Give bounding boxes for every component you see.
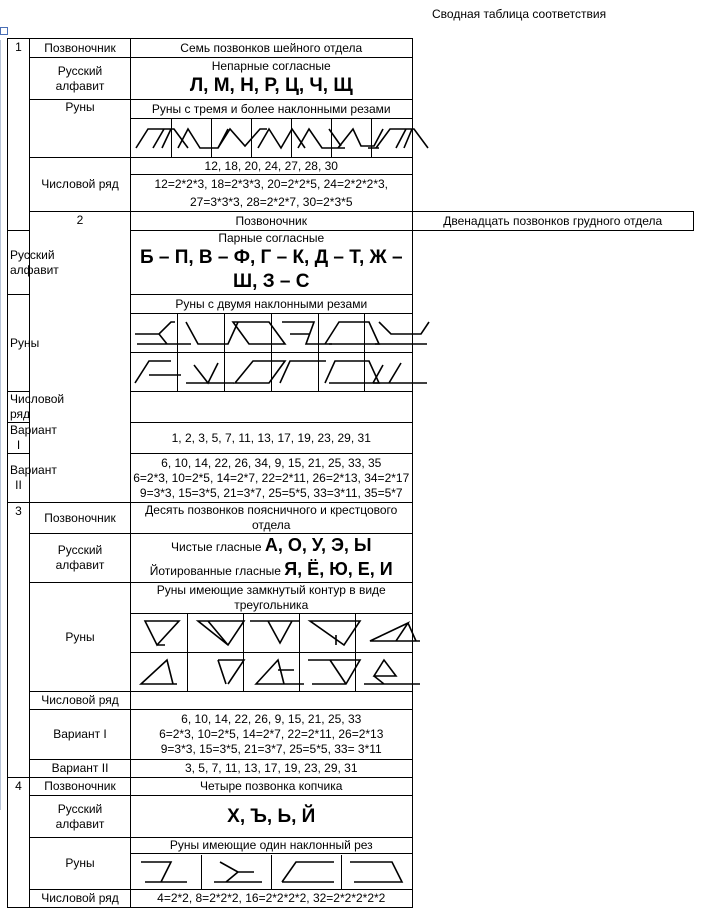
s3-rune-glyphs	[131, 614, 413, 692]
s1-series-row	[8, 158, 694, 212]
s1-rune-glyphs	[131, 119, 413, 158]
s2-spine-value: Двенадцать позвонков грудного отдела	[412, 212, 694, 231]
s3-alphabet-label: Русский алфавит	[30, 534, 131, 583]
rune-3-10-icon	[356, 656, 426, 688]
s3-alphabet-cell	[131, 534, 413, 583]
s1-alphabet-row	[8, 58, 694, 100]
s3-spine-label: Позвоночник	[30, 503, 131, 534]
s1-series-label: Числовой ряд	[30, 158, 131, 212]
s1-alphabet-label: Русский алфавит	[30, 58, 131, 100]
s3-series-row	[8, 692, 694, 710]
s2-number: 2	[30, 212, 131, 503]
s1-runes-row	[8, 100, 694, 119]
s2-spine-label: Позвоночник	[131, 212, 413, 231]
s2-variant2-line3: 9=3*3, 15=3*5, 21=3*7, 25=5*5, 33=3*11, 35=5*7	[139, 485, 403, 500]
s4-series-value: 4=2*2, 8=2*2*2, 16=2*2*2*2, 32=2*2*2*2*2	[131, 890, 413, 908]
s2-variant2-line2: 6=2*3, 10=2*5, 14=2*7, 22=2*11, 26=2*13, 34=2*17	[133, 470, 410, 485]
s2-alphabet-subtitle: Парные согласные	[218, 231, 325, 245]
s4-spine-label: Позвоночник	[30, 778, 131, 796]
s1-runes-label: Руны	[30, 100, 131, 158]
s3-spine-value: Десять позвонков поясничного и крестцового отдела	[131, 503, 413, 534]
s2-alphabet-letters: Б – П, В – Ф, Г – К, Д – Т, Ж – Ш, З – С	[139, 247, 403, 292]
s3-iot-label: Йотированные гласные	[149, 564, 281, 578]
s4-series-label: Числовой ряд	[30, 890, 131, 908]
s3-variant1-cell	[131, 710, 413, 760]
s1-alphabet-letters: Л, М, Н, Р, Ц, Ч, Щ	[189, 75, 353, 96]
s3-variant1-label: Вариант I	[30, 710, 131, 760]
s1-runes-desc: Руны с тремя и более наклонными резами	[131, 100, 413, 119]
s2-variant2-label: Вариант II	[8, 454, 30, 503]
s1-spine-value: Семь позвонков шейного отдела	[131, 39, 413, 58]
s4-spine-value: Четыре позвонка копчика	[131, 778, 413, 796]
s4-alphabet-label: Русский алфавит	[30, 796, 131, 838]
s4-runes-label: Руны	[30, 838, 131, 890]
s3-number: 3	[8, 503, 30, 778]
rune-4-2-icon	[202, 858, 272, 886]
s2-variant1-label: Вариант I	[8, 423, 30, 454]
s4-alphabet-letters: Х, Ъ, Ь, Й	[131, 796, 413, 838]
s4-runes-row	[8, 838, 694, 854]
s2-alphabet-cell	[131, 231, 413, 295]
document-title: Сводная таблица соответствия	[432, 7, 607, 21]
s2-series-label: Числовой ряд	[8, 392, 30, 423]
s4-spine-row	[8, 778, 694, 796]
s3-spine-row	[8, 503, 694, 534]
s3-pure-label: Чистые гласные	[171, 540, 262, 554]
s3-alphabet-row	[8, 534, 694, 583]
s3-variant1-row	[8, 710, 694, 760]
s1-alphabet-subtitle: Непарные согласные	[211, 59, 331, 73]
s2-variant2-cell	[131, 454, 413, 503]
rune-4-3-icon	[272, 858, 342, 886]
s3-variant2-value: 3, 5, 7, 11, 13, 17, 19, 23, 29, 31	[131, 760, 413, 778]
s3-variant1-line1: 6, 10, 14, 22, 26, 9, 15, 21, 25, 33	[181, 712, 362, 726]
s2-series-empty	[131, 392, 413, 423]
table-anchor-icon[interactable]	[0, 27, 8, 35]
s1-number: 1	[8, 39, 30, 231]
rune-2-12-icon	[365, 357, 435, 387]
rune-1-7-icon	[372, 124, 432, 152]
s3-series-label: Числовой ряд	[30, 692, 131, 710]
rune-2-6-icon	[365, 318, 435, 348]
s3-runes-desc: Руны имеющие замкнутый контур в виде треугольника	[131, 583, 413, 614]
s3-runes-row	[8, 583, 694, 614]
s2-rune-glyphs	[131, 314, 413, 392]
s4-series-row	[8, 890, 694, 908]
s3-series-empty	[131, 692, 413, 710]
rune-3-5-icon	[356, 617, 426, 649]
s2-variant2-line1: 6, 10, 14, 22, 26, 34, 9, 15, 21, 25, 33, 35	[161, 455, 382, 470]
s3-variant2-row	[8, 760, 694, 778]
s3-variant1-line3: 9=3*3, 15=3*5, 21=3*7, 25=5*5, 33= 3*11	[160, 742, 382, 756]
s1-alphabet-cell	[131, 58, 413, 100]
rune-4-1-icon	[131, 858, 201, 886]
s2-spine-row	[8, 212, 694, 231]
s3-iot-letters: Я, Ё, Ю, Е, И	[284, 559, 393, 579]
s3-pure-letters: А, О, У, Э, Ы	[264, 535, 372, 555]
s4-rune-glyphs	[131, 854, 413, 890]
s4-runes-desc: Руны имеющие один наклонный рез	[131, 838, 413, 854]
s3-runes-label: Руны	[30, 583, 131, 692]
s1-series-cell	[131, 158, 413, 212]
s1-spine-row	[8, 39, 694, 58]
s2-variant1-value: 1, 2, 3, 5, 7, 11, 13, 17, 19, 23, 29, 31	[131, 423, 413, 454]
rune-4-4-icon	[342, 858, 412, 886]
s4-number: 4	[8, 778, 30, 908]
correspondence-table	[7, 38, 694, 908]
margin-rule	[0, 40, 1, 810]
s2-runes-desc: Руны с двумя наклонными резами	[131, 295, 413, 314]
s3-variant1-line2: 6=2*3, 10=2*5, 14=2*7, 22=2*11, 26=2*13	[159, 727, 384, 741]
s1-series-line1: 12, 18, 20, 24, 27, 28, 30	[131, 158, 412, 175]
s3-variant2-label: Вариант II	[30, 760, 131, 778]
s2-alphabet-label: Русский алфавит	[8, 231, 30, 295]
s1-series-line2: 12=2*2*3, 18=2*3*3, 20=2*2*5, 24=2*2*2*3, 27=3*3*3, 28=2*2*7, 30=2*3*5	[154, 177, 389, 209]
s3-pure-vowels	[133, 534, 410, 558]
s1-spine-label: Позвоночник	[30, 39, 131, 58]
s2-runes-label: Руны	[8, 295, 30, 392]
s3-iot-vowels	[133, 558, 410, 582]
